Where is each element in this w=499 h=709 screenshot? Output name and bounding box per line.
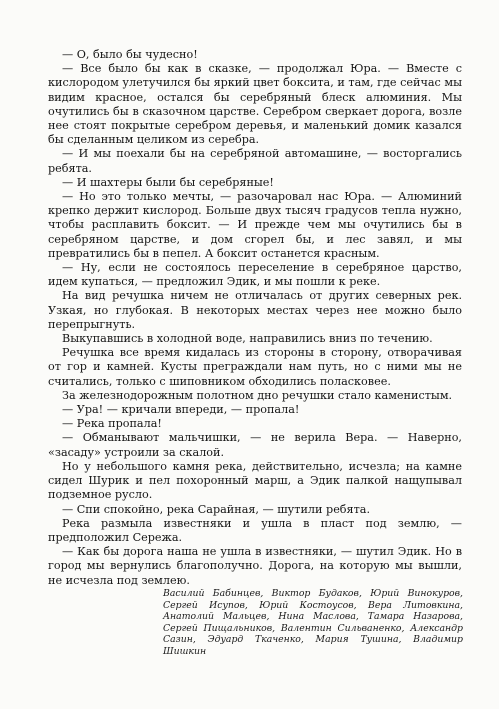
- paragraph: — Как бы дорога наша не ушла в известняки, — шутил Эдик. Но в город мы вернулись благополучно. Дорога, на которую мы вышли, не исчезла под землею.: [48, 545, 462, 587]
- paragraph: — Река пропала!: [62, 417, 162, 431]
- paragraph: Речушка все время кидалась из стороны в сторону, отворачивая от гор и камней. Кусты преграждали нам путь, но с ними мы не считались, только с шиповником обходились поласковее.: [48, 346, 462, 388]
- paragraph: — Спи спокойно, река Сарайная, — шутили ребята.: [62, 502, 371, 516]
- paragraph: — Ура! — кричали впереди, — пропала!: [62, 403, 300, 417]
- paragraph: Река размыла известняки и ушла в пласт под землю, — предположил Сережа.: [48, 516, 462, 544]
- story-text: [48, 48, 462, 588]
- paragraph: — Обманывают мальчишки, — не верила Вера. — Наверно, «засаду» устроили за скалой.: [48, 431, 462, 459]
- authors-list: Василий Бабинцев, Виктор Будаков, Юрий Винокуров, Сергей Исупов, Юрий Костоусов, Вера Литовкина, Анатолий Мальцев, Нина Маслова, Тамара Назарова, Сергей Пищальников, Валентин Сильваненко, Александр Сазин, Эдуард Ткаченко, Мария Тушина, Владимир Шишкин: [163, 588, 463, 657]
- paragraph: На вид речушка ничем не отличалась от других северных рек. Узкая, но глубокая. В некоторых местах через нее можно было перепрыгнуть.: [48, 289, 462, 331]
- paragraph: — И шахтеры были бы серебряные!: [62, 175, 274, 189]
- paragraph: — Но это только мечты, — разочаровал нас Юра. — Алюминий крепко держит кислород. Больше двух тысяч градусов тепла нужно, чтобы расплавить боксит. — И прежде чем мы очутились бы в серебряном царстве, и дом сгорел бы, и лес завял, и мы превратились бы в пепел. А боксит останется красным.: [48, 190, 462, 260]
- paragraph: За железнодорожным полотном дно речушки стало каменистым.: [62, 388, 453, 402]
- paragraph: Выкупавшись в холодной воде, направились вниз по течению.: [62, 332, 433, 346]
- paragraph: Но у небольшого камня река, действительно, исчезла; на камне сидел Шурик и пел похоронный марш, а Эдик палкой нащупывал подземное русло.: [48, 459, 462, 502]
- paragraph: — Ну, если не состоялось переселение в серебряное царство, идем купаться, — предложил Эдик, и мы пошли к реке.: [48, 261, 462, 289]
- paragraph: — Все было бы как в сказке, — продолжал Юра. — Вместе с кислородом улетучился бы яркий цвет боксита, и там, где сейчас мы видим красное, остался бы серебряный блеск алюминия. Мы очутились бы в сказочном царстве. Серебром сверкает дорога, возле нее стоят покрытые серебром деревья, и маленький домик казался бы сделанным целиком из серебра.: [48, 62, 462, 147]
- paragraph: — И мы поехали бы на серебряной автомашине, — восторгались ребята.: [48, 147, 462, 175]
- paragraph: — О, было бы чудесно!: [62, 48, 198, 61]
